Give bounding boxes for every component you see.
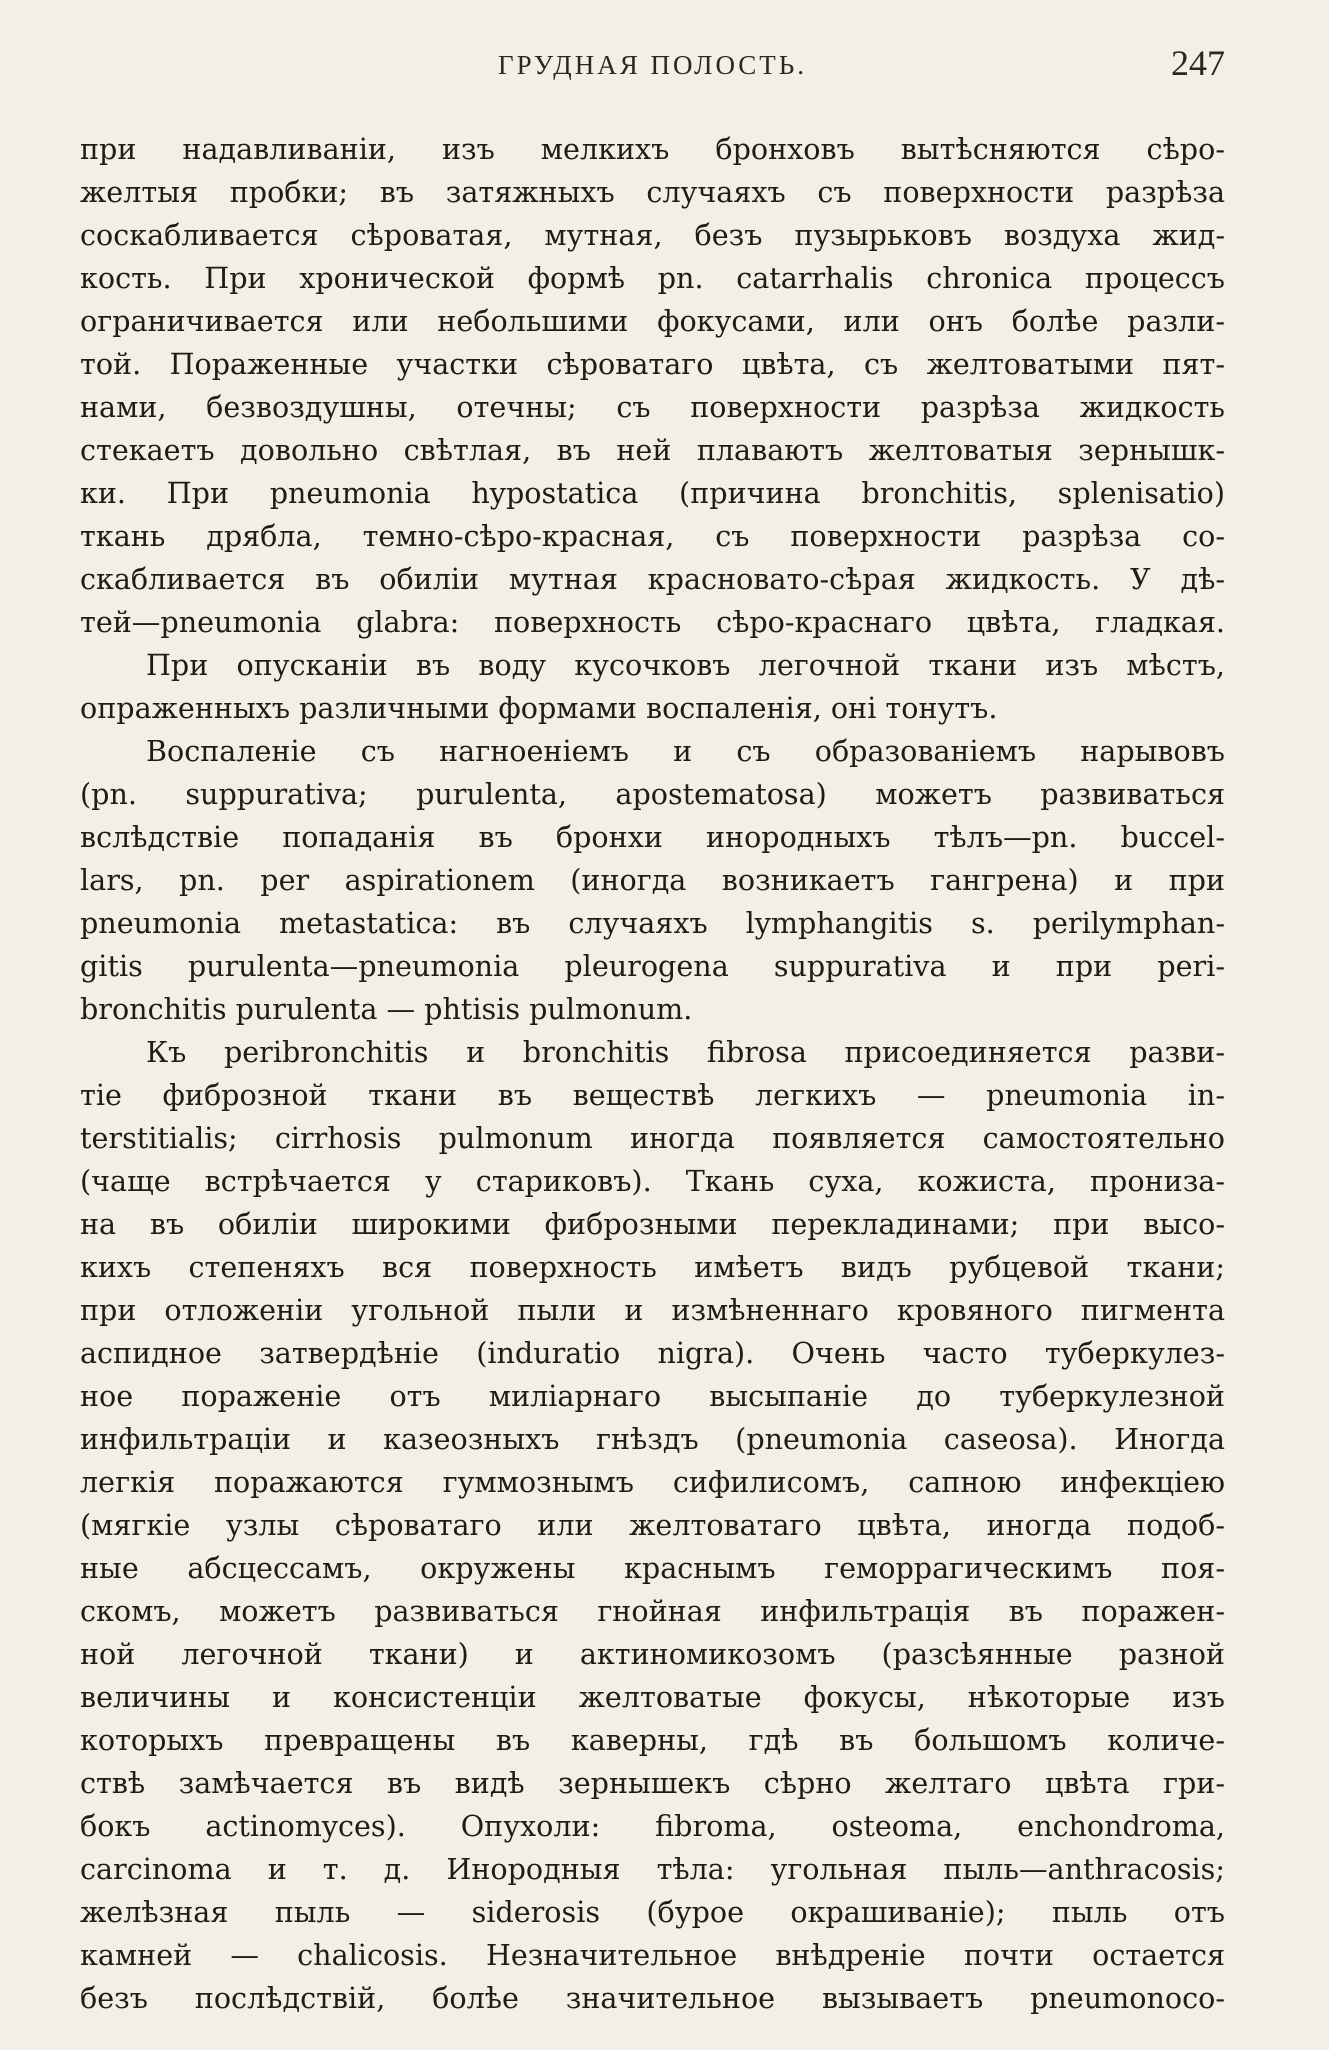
text-line: carcinoma и т. д. Инородныя тѣла: угольная пыль—anthracosis; <box>80 1852 1225 1886</box>
text-line: опраженныхъ различными формами воспаленiя, онi тонутъ. <box>80 691 998 725</box>
text-line: аспидное затвердѣнiе (induratio nigra). Очень часто туберкулез- <box>80 1336 1225 1370</box>
text-line: безъ послѣдствiй, болѣе значительное вызываетъ pneumonoco- <box>80 1981 1225 2015</box>
text-line: легкiя поражаются гуммознымъ сифилисомъ, сапною инфекцiею <box>80 1465 1225 1499</box>
paragraph-4 <box>80 1031 1225 2020</box>
text-line: соскабливается сѣроватая, мутная, безъ пузырьковъ воздуха жид- <box>80 218 1225 252</box>
text-line: lars, pn. per aspirationem (иногда возникаетъ гангрена) и при <box>80 863 1225 897</box>
running-head <box>80 42 1225 92</box>
text-line: ной легочной ткани) и актиномикозомъ (разсѣянные разной <box>80 1637 1225 1671</box>
text-line: ное пораженiе отъ милiарнаго высыпанiе до туберкулезной <box>80 1379 1225 1413</box>
text-line: бокъ actinomyces). Опухоли: fibroma, osteoma, enchondroma, <box>80 1809 1225 1843</box>
text-line: при надавливанiи, изъ мелкихъ бронховъ вытѣсняются сѣро- <box>80 132 1225 166</box>
text-line: gitis purulenta—pneumonia pleurogena suppurativa и при peri- <box>80 949 1225 983</box>
text-line: terstitialis; cirrhosis pulmonum иногда появляется самостоятельно <box>80 1121 1225 1155</box>
text-line: скабливается въ обилiи мутная красновато-сѣрая жидкость. У дѣ- <box>80 562 1225 596</box>
running-title: ГРУДНАЯ ПОЛОСТЬ. <box>497 50 808 80</box>
paragraph-2 <box>80 644 1225 730</box>
text-line: вслѣдствiе попаданiя въ бронхи инородныхъ тѣлъ—pn. buccel- <box>80 820 1225 854</box>
text-line: ствѣ замѣчается въ видѣ зернышекъ сѣрно желтаго цвѣта гри- <box>80 1766 1225 1800</box>
text-line: при отложенiи угольной пыли и измѣненнаго кровяного пигмента <box>80 1293 1225 1327</box>
text-line: (pn. suppurativa; purulenta, apostematosa) можетъ развиваться <box>80 777 1225 811</box>
text-line: тей—pneumonia glabra: поверхность сѣро-краснаго цвѣта, гладкая. <box>80 605 1225 639</box>
text-line: ткань дрябла, темно-сѣро-красная, съ поверхности разрѣза со- <box>80 519 1225 553</box>
text-line: желѣзная пыль — siderosis (бурое окрашиванiе); пыль отъ <box>80 1895 1225 1929</box>
text-line: bronchitis purulenta — phtisis pulmonum. <box>80 992 693 1026</box>
text-line: скомъ, можетъ развиваться гнойная инфильтрацiя въ поражен- <box>80 1594 1225 1628</box>
text-line: камней — chalicosis. Незначительное внѣдренiе почти остается <box>80 1938 1225 1972</box>
text-line: ки. При pneumonia hypostatica (причина bronchitis, splenisatio) <box>80 476 1225 510</box>
text-line: величины и консистенцiи желтоватые фокусы, нѣкоторые изъ <box>80 1680 1225 1714</box>
text-line: ные абсцессамъ, окружены краснымъ геморрагическимъ поя- <box>80 1551 1225 1585</box>
page-number: 247 <box>1171 43 1225 83</box>
text-line: нами, безвоздушны, отечны; съ поверхности разрѣза жидкость <box>80 390 1225 424</box>
text-line: Воспаленiе съ нагноенiемъ и съ образованiемъ нарывовъ <box>146 734 1225 768</box>
text-line: Къ peribronchitis и bronchitis fibrosa присоединяется разви- <box>146 1035 1225 1069</box>
text-line: которыхъ превращены въ каверны, гдѣ въ большомъ количе- <box>80 1723 1225 1757</box>
paragraph-3 <box>80 730 1225 1031</box>
text-line: той. Пораженные участки сѣроватаго цвѣта, съ желтоватыми пят- <box>80 347 1225 381</box>
text-line: pneumonia metastatica: въ случаяхъ lymphangitis s. perilymphan- <box>80 906 1225 940</box>
text-line: стекаетъ довольно свѣтлая, въ ней плаваютъ желтоватыя зернышк- <box>80 433 1225 467</box>
text-line: При опусканiи въ воду кусочковъ легочной ткани изъ мѣстъ, <box>146 648 1225 682</box>
text-line: на въ обилiи широкими фиброзными перекладинами; при высо- <box>80 1207 1225 1241</box>
text-line: (чаще встрѣчается у стариковъ). Ткань суха, кожиста, прониза- <box>80 1164 1225 1198</box>
paragraph-1 <box>80 128 1225 644</box>
text-line: желтыя пробки; въ затяжныхъ случаяхъ съ поверхности разрѣза <box>80 175 1225 209</box>
text-line: инфильтрацiи и казеозныхъ гнѣздъ (pneumonia caseosa). Иногда <box>80 1422 1225 1456</box>
text-line: ограничивается или небольшими фокусами, или онъ болѣе разли- <box>80 304 1225 338</box>
body-text <box>80 128 1225 2020</box>
text-line: кихъ степеняхъ вся поверхность имѣетъ видъ рубцевой ткани; <box>80 1250 1225 1284</box>
text-line: (мягкiе узлы сѣроватаго или желтоватаго цвѣта, иногда подоб- <box>80 1508 1225 1542</box>
text-line: тiе фиброзной ткани въ веществѣ легкихъ — pneumonia in- <box>80 1078 1225 1112</box>
text-line: кость. При хронической формѣ pn. catarrhalis chronica процессъ <box>80 261 1225 295</box>
